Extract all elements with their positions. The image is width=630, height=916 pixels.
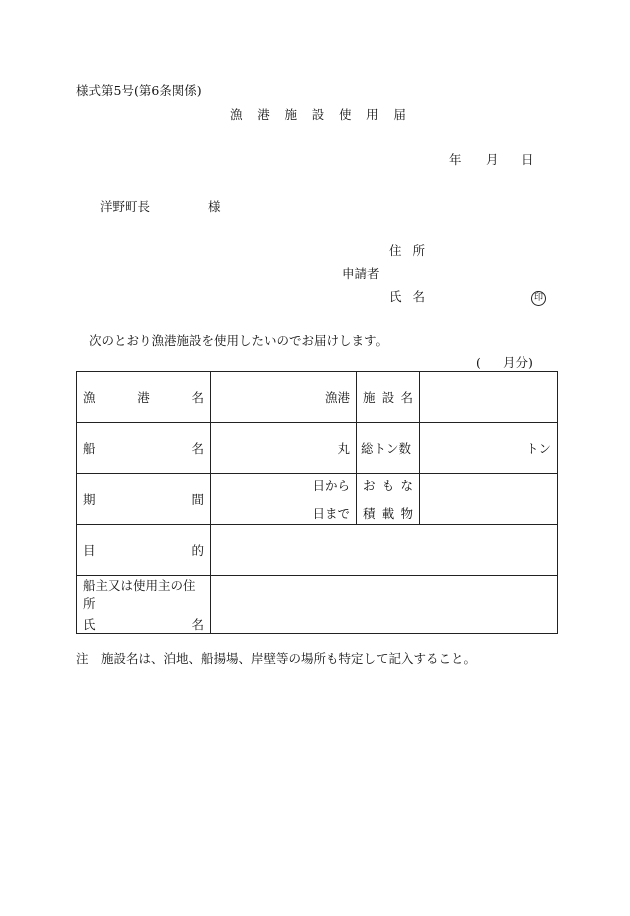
table-row <box>77 525 558 576</box>
cargo-label: お も な 積 載 物 <box>357 474 420 525</box>
port-name-label: 漁 港 名 <box>77 372 211 423</box>
table-row <box>77 423 558 474</box>
cargo-field[interactable] <box>420 474 558 525</box>
tonnage-label: 総トン数 <box>357 423 420 474</box>
purpose-label: 目 的 <box>77 525 211 576</box>
owner-field[interactable] <box>211 576 558 634</box>
applicant-name-label: 氏 名 <box>389 289 425 304</box>
tonnage-field[interactable]: トン <box>420 423 558 474</box>
applicant-role-label: 申請者 <box>342 266 380 281</box>
addressee-name: 洋野町長 <box>100 199 151 214</box>
purpose-field[interactable] <box>211 525 558 576</box>
date-year-label: 年 <box>449 152 462 167</box>
date-month-label: 月 <box>486 152 499 167</box>
table-row <box>77 372 558 423</box>
table-row <box>77 474 558 525</box>
owner-label-line2: 氏 名 <box>83 617 204 632</box>
form-table <box>76 371 558 634</box>
intro-text: 次のとおり漁港施設を使用したいのでお届けします。 <box>89 333 389 348</box>
month-note-open: ( <box>476 355 481 370</box>
date-day-label: 日 <box>521 152 534 167</box>
form-number: 様式第5号(第6条関係) <box>76 83 202 98</box>
note-text: 施設名は、泊地、船揚場、岸壁等の場所も特定して記入すること。 <box>101 651 477 666</box>
month-note-text: 月分) <box>503 355 533 370</box>
port-name-field[interactable]: 漁港 <box>211 372 357 423</box>
period-field[interactable] <box>211 474 357 525</box>
seal-mark <box>531 290 546 306</box>
facility-name-field[interactable] <box>420 372 558 423</box>
table-row <box>77 576 558 634</box>
ship-name-field[interactable]: 丸 <box>211 423 357 474</box>
form-title: 漁 港 施 設 使 用 届 <box>230 107 406 122</box>
period-label: 期 間 <box>77 474 211 525</box>
addressee-honorific: 様 <box>208 199 221 214</box>
note-label: 注 <box>76 651 89 666</box>
applicant-address-label: 住 所 <box>389 243 425 258</box>
ship-name-label: 船 名 <box>77 423 211 474</box>
seal-icon: 印 <box>531 291 546 306</box>
owner-label-line1: 船主又は使用主の住所 <box>83 578 196 611</box>
period-from-text: 日から <box>312 478 350 493</box>
facility-name-label: 施 設 名 <box>357 372 420 423</box>
period-to-text: 日まで <box>312 506 350 521</box>
owner-label <box>77 576 211 634</box>
